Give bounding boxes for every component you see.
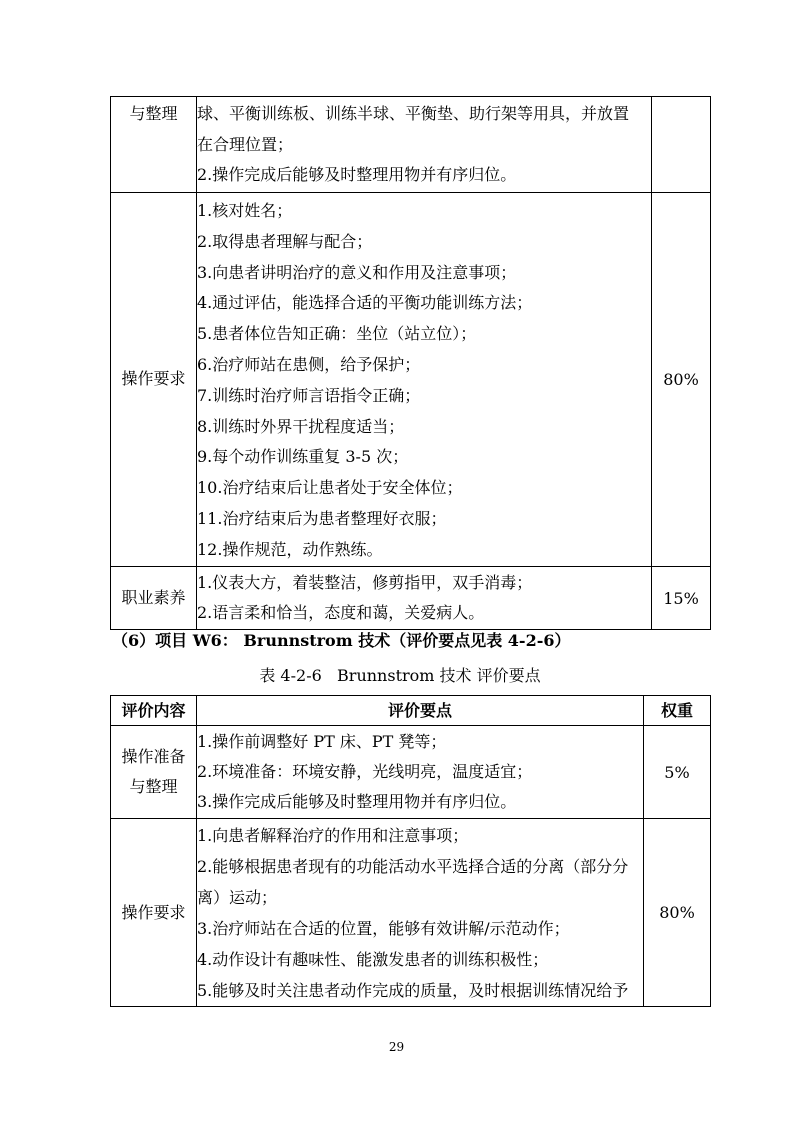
criteria-point-line: 5.患者体位告知正确：坐位（站立位）； bbox=[197, 324, 477, 344]
brunnstrom-evaluation-table bbox=[110, 695, 711, 1007]
criteria-label-line: 操作准备 bbox=[121, 747, 186, 766]
header-evaluation-content: 评价内容 bbox=[111, 696, 197, 726]
criteria-label-line: 操作要求 bbox=[121, 903, 186, 922]
criteria-point-line: 1.向患者解释治疗的作用和注意事项； bbox=[197, 825, 469, 845]
criteria-point-line: 1.操作前调整好 PT 床、PT 凳等； bbox=[197, 732, 447, 751]
criteria-point-line: 7.训练时治疗师言语指令正确； bbox=[197, 385, 421, 405]
criteria-point-line: 8.训练时外界干扰程度适当； bbox=[197, 416, 405, 436]
criteria-points-cell bbox=[197, 726, 644, 819]
criteria-label-cell bbox=[111, 726, 197, 819]
criteria-label-cell bbox=[111, 819, 197, 1007]
criteria-point-line: 10.治疗结束后让患者处于安全体位； bbox=[197, 478, 463, 498]
criteria-label-line: 与整理 bbox=[129, 104, 178, 123]
weight-value: 80% bbox=[659, 903, 695, 922]
weight-cell bbox=[644, 819, 711, 1007]
criteria-point-line: 2.取得患者理解与配合； bbox=[197, 231, 373, 251]
weight-cell bbox=[652, 567, 711, 630]
criteria-point-line: 12.操作规范，动作熟练。 bbox=[197, 539, 383, 559]
table-row bbox=[111, 726, 711, 819]
table-row bbox=[111, 567, 711, 630]
criteria-points-cell bbox=[197, 97, 652, 193]
criteria-label-cell bbox=[111, 193, 197, 567]
table-header-row bbox=[111, 696, 711, 726]
weight-value: 80% bbox=[663, 370, 699, 389]
weight-cell bbox=[652, 97, 711, 193]
weight-cell bbox=[644, 726, 711, 819]
criteria-label-cell bbox=[111, 567, 197, 630]
criteria-point-line: 1.仪表大方，着装整洁，修剪指甲，双手消毒； bbox=[197, 573, 533, 592]
criteria-point-line: 11.治疗结束后为患者整理好衣服； bbox=[197, 508, 447, 528]
section-heading: （6）项目 W6： Brunnstrom 技术（评价要点见表 4-2-6） bbox=[112, 631, 571, 650]
criteria-label-line: 职业素养 bbox=[121, 588, 186, 607]
criteria-points-cell bbox=[197, 193, 652, 567]
criteria-point-line: 5.能够及时关注患者动作完成的质量，及时根据训练情况给予 bbox=[197, 980, 629, 1000]
criteria-label-cell bbox=[111, 97, 197, 193]
evaluation-table-continued bbox=[110, 96, 711, 630]
criteria-label-line: 操作要求 bbox=[121, 369, 186, 389]
header-evaluation-points: 评价要点 bbox=[197, 696, 644, 726]
criteria-label-line: 与整理 bbox=[129, 777, 178, 796]
table-row bbox=[111, 819, 711, 1007]
header-weight: 权重 bbox=[644, 696, 711, 726]
criteria-point-line: 1.核对姓名； bbox=[197, 201, 293, 220]
criteria-point-line: 3.向患者讲明治疗的意义和作用及注意事项； bbox=[197, 262, 517, 282]
table-row bbox=[111, 193, 711, 567]
criteria-point-line: 2.能够根据患者现有的功能活动水平选择合适的分离（部分分 bbox=[197, 856, 629, 876]
table-row bbox=[111, 97, 711, 193]
weight-value: 5% bbox=[664, 762, 690, 782]
criteria-point-line: 4.动作设计有趣味性、能激发患者的训练积极性； bbox=[197, 949, 549, 969]
criteria-point-line: 3.操作完成后能够及时整理用物并有序归位。 bbox=[197, 792, 517, 811]
criteria-point-line: 2.环境准备：环境安静，光线明亮，温度适宜； bbox=[197, 762, 533, 781]
criteria-point-line: 9.每个动作训练重复 3-5 次； bbox=[197, 447, 409, 467]
criteria-point-line: 6.治疗师站在患侧，给予保护； bbox=[197, 354, 421, 374]
page-number: 29 bbox=[388, 1040, 405, 1054]
criteria-point-line: 2.操作完成后能够及时整理用物并有序归位。 bbox=[197, 165, 517, 184]
criteria-point-line: 4.通过评估，能选择合适的平衡功能训练方法； bbox=[197, 293, 533, 313]
criteria-point-line: 2.语言柔和恰当，态度和蔼，关爱病人。 bbox=[197, 603, 485, 622]
criteria-point-line: 离）运动； bbox=[197, 887, 278, 907]
weight-cell bbox=[652, 193, 711, 567]
criteria-points-cell bbox=[197, 819, 644, 1007]
criteria-points-cell bbox=[197, 567, 652, 630]
weight-value: 15% bbox=[663, 588, 699, 608]
table-caption: 表 4-2-6 Brunnstrom 技术 评价要点 bbox=[259, 666, 541, 685]
criteria-point-line: 3.治疗师站在合适的位置，能够有效讲解/示范动作； bbox=[197, 918, 570, 938]
criteria-point-line: 在合理位置； bbox=[197, 134, 294, 154]
criteria-point-line: 球、平衡训练板、训练半球、平衡垫、助行架等用具，并放置 bbox=[197, 104, 630, 123]
